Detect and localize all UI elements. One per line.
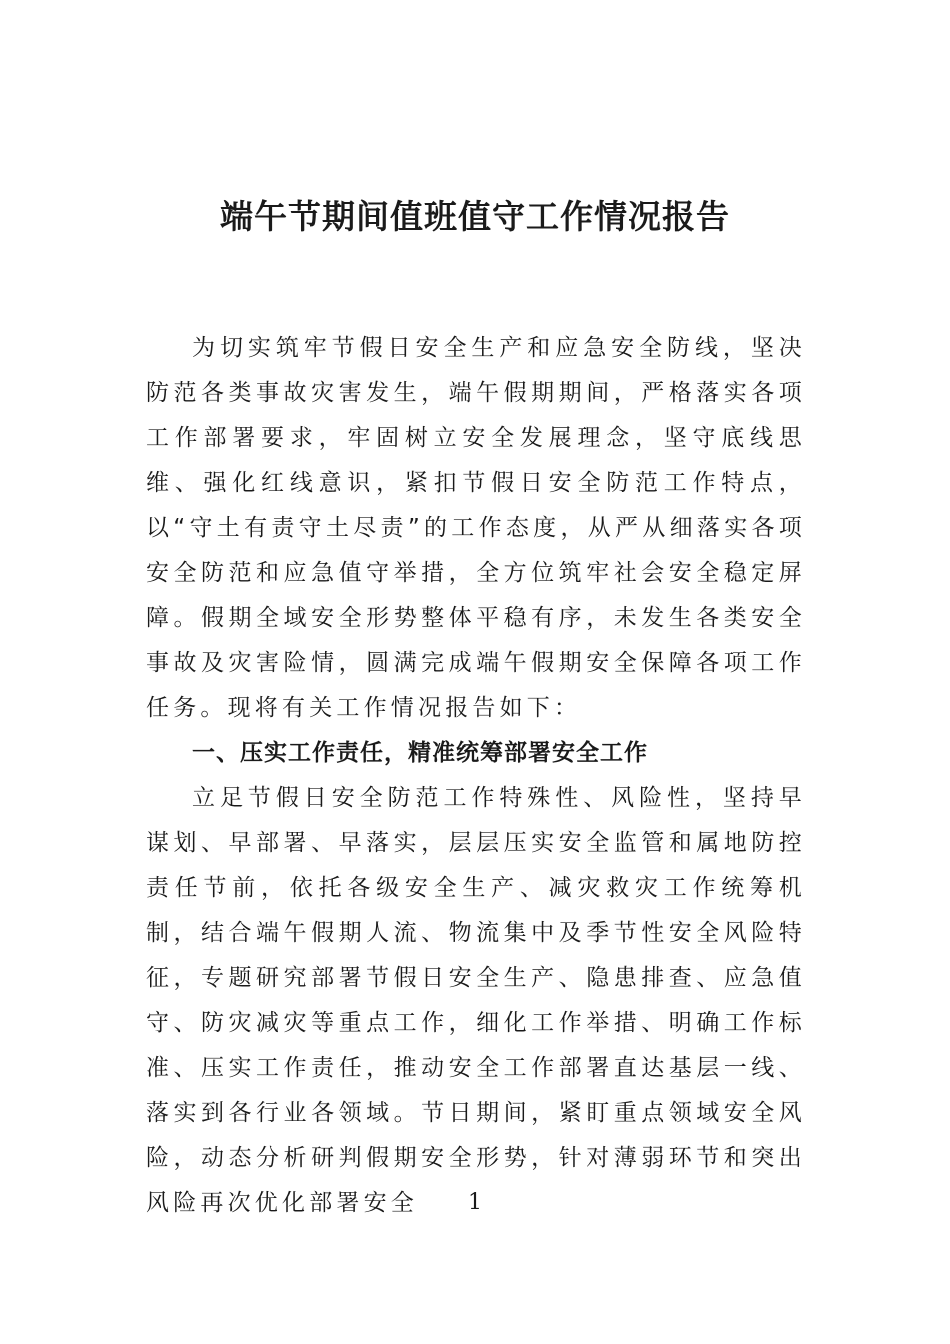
page-number: 1	[468, 1190, 482, 1215]
intro-paragraph: 为切实筑牢节假日安全生产和应急安全防线，坚决防范各类事故灾害发生，端午假期期间，严格落实各项工作部署要求，牢固树立安全发展理念，坚守底线思维、强化红线意识，紧扣节假日安全防范工作特点，以“守土有责守土尽责”的工作态度，从严从细落实各项安全防范和应急值守举措，全方位筑牢社会安全稳定屏障。假期全域安全形势整体平稳有序，未发生各类安全事故及灾害险情，圆满完成端午假期安全保障各项工作任务。现将有关工作情况报告如下：	[146, 335, 806, 721]
section-heading: 一、压实工作责任，精准统筹部署安全工作	[192, 740, 648, 766]
document-title: 端午节期间值班值守工作情况报告	[220, 197, 730, 236]
section-paragraph: 立足节假日安全防范工作特殊性、风险性，坚持早谋划、早部署、早落实，层层压实安全监管和属地防控责任节前，依托各级安全生产、减灾救灾工作统筹机制，结合端午假期人流、物流集中及季节性安全风险特征，专题研究部署节假日安全生产、隐患排查、应急值守、防灾减灾等重点工作，细化工作举措、明确工作标准、压实工作责任，推动安全工作部署直达基层一线、落实到各行业各领域。节日期间，紧盯重点领域安全风险，动态分析研判假期安全形势，针对薄弱环节和突出风险再次优化部署安全	[146, 785, 806, 1216]
document-body	[146, 326, 806, 1226]
